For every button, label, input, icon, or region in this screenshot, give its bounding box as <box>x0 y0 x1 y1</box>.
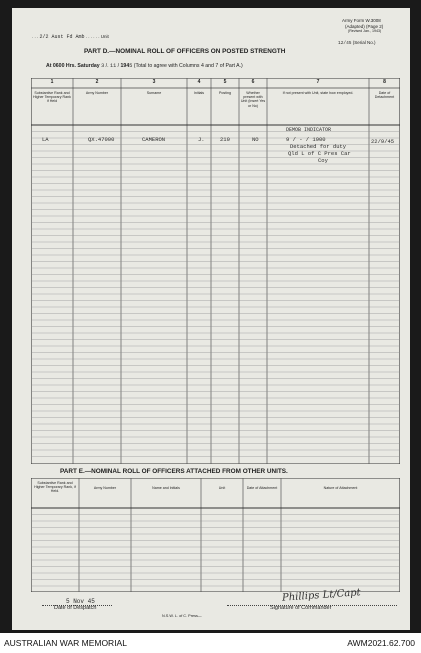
form-adapted: (Adapted) (Page 2) <box>345 24 384 29</box>
row-employment-detail: Detached for duty <box>290 143 347 150</box>
part-d-title: PART D.—NOMINAL ROLL OF OFFICERS ON POSTED STRENGTH <box>84 48 286 55</box>
column-header: Name and Initials <box>152 486 180 490</box>
part-e-table <box>31 478 400 592</box>
part-d-date-line: At 0600 Hrs. Saturday 3 /. 11 / 1945 (Total to agree with Columns 4 and 7 of Part A.) <box>46 63 243 69</box>
unit-line: . . . 2/2 Aust Fd Amb . . . . . . Unit <box>32 34 109 40</box>
serial-number: 12/45 (Serial No.) <box>338 40 376 46</box>
column-header: Unit <box>218 486 226 490</box>
row-employment-coy: Coy <box>318 157 328 164</box>
column-header: Army Number <box>93 486 117 490</box>
column-number: 2 <box>95 79 99 85</box>
column-header: Surname <box>146 91 162 95</box>
row-demob-indicator: DEMOB INDICATOR <box>286 127 332 133</box>
row-posting: 210 <box>220 136 230 143</box>
column-header: Date of Detachment <box>374 91 395 100</box>
part-e-title: PART E.—NOMINAL ROLL OF OFFICERS ATTACHED FROM OTHER UNITS. <box>60 468 288 475</box>
row-army-number: QX.47000 <box>88 136 115 143</box>
row-surname: CAMERON <box>142 136 166 143</box>
row-employment-date: 9 / - / 1900 <box>286 136 326 143</box>
column-header: Initials <box>193 91 205 95</box>
form-sheet <box>12 8 410 630</box>
footer-accession: AWM2021.62.700 <box>347 638 415 648</box>
row-initials: J. <box>198 136 205 143</box>
footer-institution: AUSTRALIAN WAR MEMORIAL <box>4 638 127 648</box>
column-header: Army Number <box>85 91 109 95</box>
column-number: 7 <box>316 79 320 85</box>
despatch-date: 5 Nov 45 <box>66 598 95 605</box>
commander-label: Signature of Commander <box>270 605 332 611</box>
column-header: Substantive Rank and Higher Temporary Rank, if Held. <box>34 481 76 494</box>
part-d-table <box>31 78 400 464</box>
column-header: If not present with Unit, state how employed. <box>282 91 354 95</box>
column-header: Posting <box>219 91 231 95</box>
column-number: 1 <box>50 79 54 85</box>
commander-signature: Phillips Lt/Capt <box>281 587 362 604</box>
column-number: 6 <box>251 79 255 85</box>
column-header: Substantive Rank and Higher Temporary Rank if Held <box>33 91 71 104</box>
column-number: 5 <box>223 79 227 85</box>
column-number: 3 <box>152 79 156 85</box>
column-number: 4 <box>197 79 201 85</box>
archive-footer <box>0 633 421 653</box>
despatch-label: Date of Despatch <box>54 605 97 611</box>
column-header: Date of Attachment <box>246 486 278 490</box>
printer-imprint: N.S.W. L. of C. Press— <box>162 614 202 618</box>
row-employment-unit: Qld L of C Pres Car <box>288 150 351 157</box>
column-number: 8 <box>383 79 386 85</box>
form-revised: (Revised Jan., 1943) <box>348 29 382 33</box>
column-header: Whether present with Unit (Insert Yes or No) <box>240 91 266 108</box>
row-date-detachment: 22/9/45 <box>371 138 395 145</box>
column-header: Nature of Attachment <box>323 486 358 490</box>
row-present: NO <box>252 136 259 143</box>
row-rank: LA <box>42 136 49 143</box>
form-number: Army Form W.3008 <box>342 18 381 23</box>
